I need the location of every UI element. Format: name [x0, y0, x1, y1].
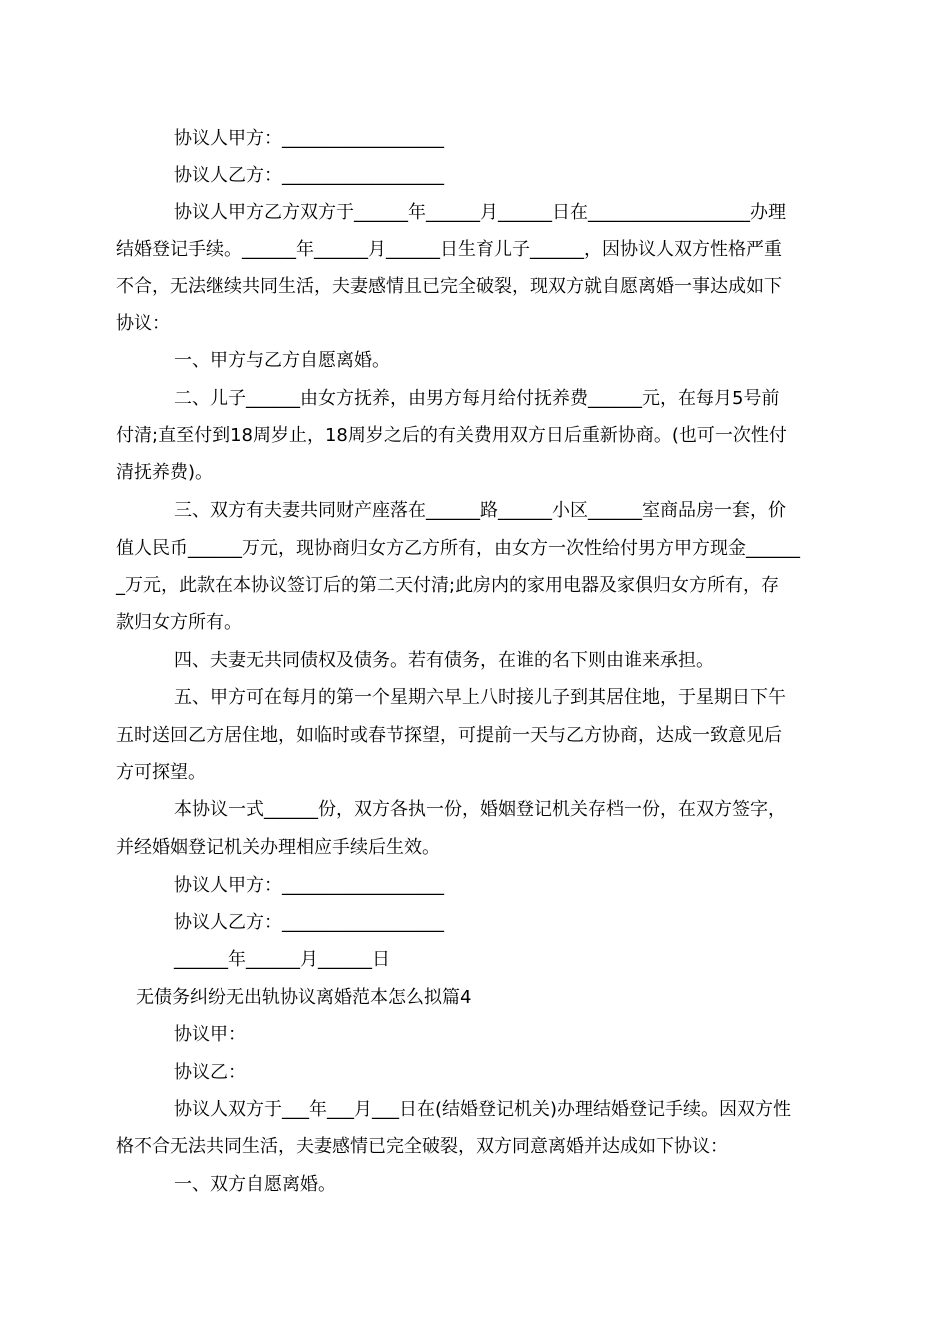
date-line: ______年______月______日	[174, 949, 390, 970]
party-b-signature-line: 协议人乙方：__________________	[174, 165, 444, 186]
intro-paragraph-line: 协议：	[116, 313, 170, 334]
clause-2-line: 付清;直至付到18周岁止，18周岁之后的有关费用双方日后重新协商。(也可一次性付	[116, 425, 787, 446]
intro-paragraph-line: 格不合无法共同生活，夫妻感情已完全破裂，双方同意离婚并达成如下协议：	[116, 1136, 728, 1157]
clause-3-line: _万元，此款在本协议签订后的第二天付清;此房内的家用电器及家俱归女方所有，存	[116, 575, 780, 596]
clause-1: 一、双方自愿离婚。	[174, 1174, 336, 1195]
clause-1: 一、甲方与乙方自愿离婚。	[174, 350, 390, 371]
clause-5-line: 方可探望。	[116, 762, 206, 783]
clause-3-line: 三、双方有夫妻共同财产座落在______路______小区______室商品房一套，价	[174, 500, 786, 521]
intro-paragraph-line: 不合，无法继续共同生活，夫妻感情且已完全破裂，现双方就自愿离婚一事达成如下	[116, 276, 782, 297]
effectiveness-line: 本协议一式______份，双方各执一份，婚姻登记机关存档一份，在双方签字，	[174, 799, 786, 820]
clause-2-line: 二、儿子______由女方抚养，由男方每月给付抚养费______元，在每月5号前	[174, 388, 780, 409]
intro-paragraph-line: 协议人双方于___年___月___日在(结婚登记机关)办理结婚登记手续。因双方性	[174, 1099, 792, 1120]
clause-3-line: 款归女方所有。	[116, 612, 242, 633]
section-heading: 无债务纠纷无出轨协议离婚范本怎么拟篇4	[136, 987, 472, 1008]
clause-5-line: 五时送回乙方居住地，如临时或春节探望，可提前一天与乙方协商，达成一致意见后	[116, 725, 782, 746]
party-b-signature-line: 协议人乙方：__________________	[174, 912, 444, 933]
effectiveness-line: 并经婚姻登记机关办理相应手续后生效。	[116, 837, 440, 858]
party-a-label: 协议甲：	[174, 1024, 246, 1045]
clause-5-line: 五、甲方可在每月的第一个星期六早上八时接儿子到其居住地，于星期日下午	[174, 687, 786, 708]
party-a-signature-line: 协议人甲方：__________________	[174, 128, 444, 149]
party-b-label: 协议乙：	[174, 1062, 246, 1083]
clause-2-line: 清抚养费)。	[116, 462, 214, 483]
clause-4: 四、夫妻无共同债权及债务。若有债务，在谁的名下则由谁来承担。	[174, 650, 714, 671]
party-a-signature-line: 协议人甲方：__________________	[174, 875, 444, 896]
clause-3-line: 值人民币______万元，现协商归女方乙方所有，由女方一次性给付男方甲方现金______	[116, 538, 800, 559]
intro-paragraph-line: 结婚登记手续。______年______月______日生育儿子______，因协议人双方性格严重	[116, 239, 782, 260]
intro-paragraph-line: 协议人甲方乙方双方于______年______月______日在__________________办理	[174, 202, 786, 223]
